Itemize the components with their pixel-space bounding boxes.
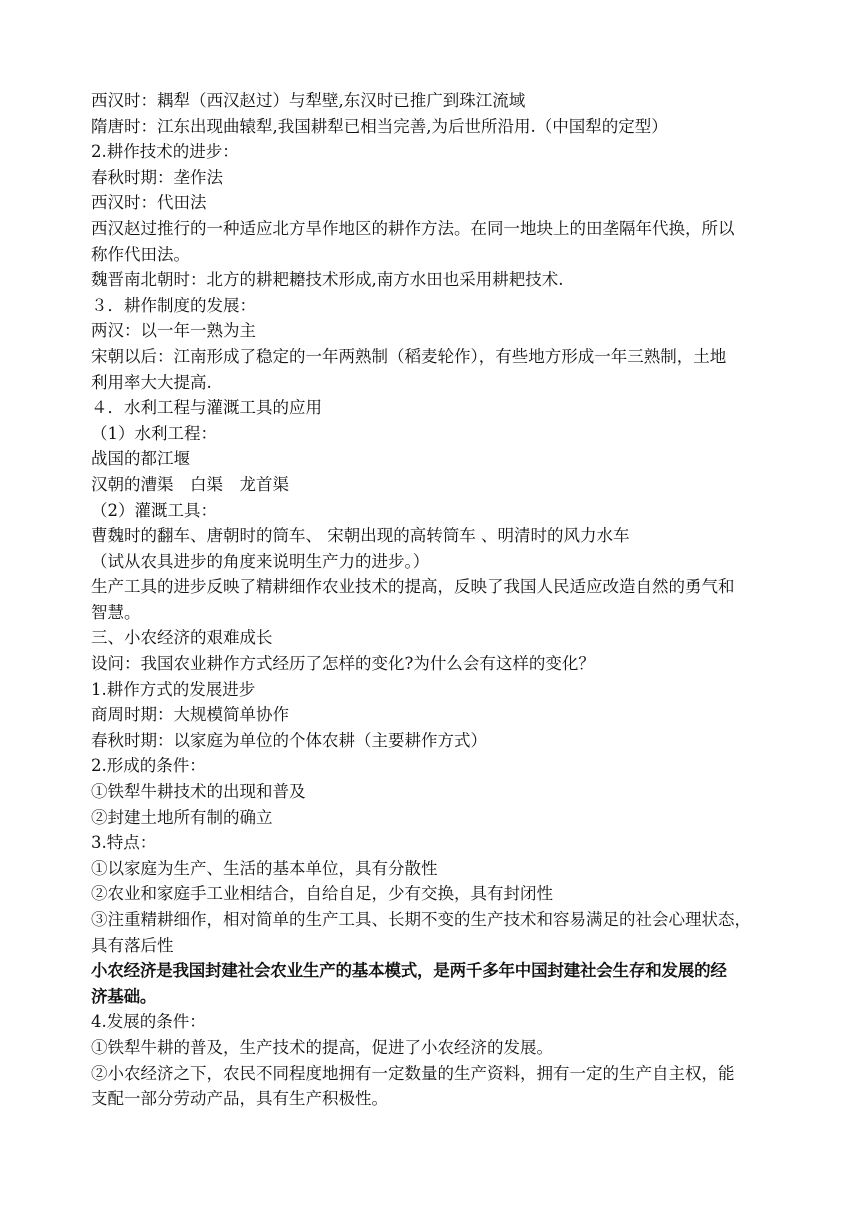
text-line: 具有落后性 (91, 935, 174, 955)
text-line: 汉朝的漕渠 白渠 龙首渠 (91, 474, 289, 494)
bold-text-line: 济基础。 (91, 986, 157, 1006)
text-line: 2.形成的条件： (91, 756, 206, 776)
text-line: 战国的都江堰 (91, 449, 190, 469)
text-line: 隋唐时：江东出现曲辕犁,我国耕犁已相当完善,为后世所沿用.（中国犁的定型） (91, 116, 668, 136)
text-line: （1）水利工程： (91, 423, 217, 443)
text-line: 3.特点： (91, 833, 157, 853)
text-line: 支配一部分劳动产品，具有生产积极性。 (91, 1089, 388, 1109)
text-line: 生产工具的进步反映了精耕细作农业技术的提高，反映了我国人民适应改造自然的勇气和 (91, 577, 735, 597)
text-line: 两汉：以一年一熟为主 (91, 321, 256, 341)
text-line: ②小农经济之下，农民不同程度地拥有一定数量的生产资料，拥有一定的生产自主权，能 (91, 1063, 735, 1083)
text-line: （2）灌溉工具： (91, 500, 217, 520)
text-line: 宋朝以后：江南形成了稳定的一年两熟制（稻麦轮作），有些地方形成一年三熟制，土地 (91, 346, 727, 366)
text-line: 利用率大大提高. (91, 372, 212, 392)
text-line: ３．耕作制度的发展： (91, 295, 256, 315)
text-line: ③注重精耕细作，相对简单的生产工具、长期不变的生产技术和容易满足的社会心理状态， (91, 910, 751, 929)
text-line: 春秋时期：以家庭为单位的个体农耕（主要耕作方式） (91, 730, 487, 750)
text-line: ４．水利工程与灌溉工具的应用 (91, 398, 322, 418)
text-line: 智慧。 (91, 602, 141, 622)
text-line: ①铁犁牛耕技术的出现和普及 (91, 782, 306, 802)
text-line: 2.耕作技术的进步： (91, 142, 239, 162)
text-line: 商周时期：大规模简单协作 (91, 705, 289, 725)
text-line: （试从农具进步的角度来说明生产力的进步。） (91, 551, 430, 571)
bold-text-line: 小农经济是我国封建社会农业生产的基本模式，是两千多年中国封建社会生存和发展的经 (91, 961, 727, 981)
text-line: 三、小农经济的艰难成长 (91, 628, 273, 648)
document-body (91, 88, 773, 1112)
text-line: 魏晋南北朝时：北方的耕耙耱技术形成,南方水田也采用耕耙技术. (91, 270, 564, 290)
text-line: ②农业和家庭手工业相结合，自给自足，少有交换，具有封闭性 (91, 884, 553, 904)
text-line: ①以家庭为生产、生活的基本单位，具有分散性 (91, 858, 438, 878)
text-line: 4.发展的条件： (91, 1012, 206, 1032)
text-line: ②封建土地所有制的确立 (91, 807, 273, 827)
text-line: 称作代田法。 (91, 244, 190, 264)
text-line: 1.耕作方式的发展进步 (91, 679, 256, 699)
text-line: 设问：我国农业耕作方式经历了怎样的变化?为什么会有这样的变化？ (91, 654, 595, 674)
text-line: ①铁犁牛耕的普及，生产技术的提高，促进了小农经济的发展。 (91, 1037, 553, 1057)
text-line: 西汉赵过推行的一种适应北方旱作地区的耕作方法。在同一地块上的田垄隔年代换，所以 (91, 218, 735, 238)
text-line: 春秋时期：垄作法 (91, 167, 223, 187)
text-line: 西汉时：耦犁（西汉赵过）与犁壁,东汉时已推广到珠江流域 (91, 91, 526, 110)
text-line: 曹魏时的翻车、唐朝时的筒车、 宋朝出现的高转筒车 、明清时的风力水车 (91, 526, 630, 546)
text-line: 西汉时：代田法 (91, 193, 207, 213)
